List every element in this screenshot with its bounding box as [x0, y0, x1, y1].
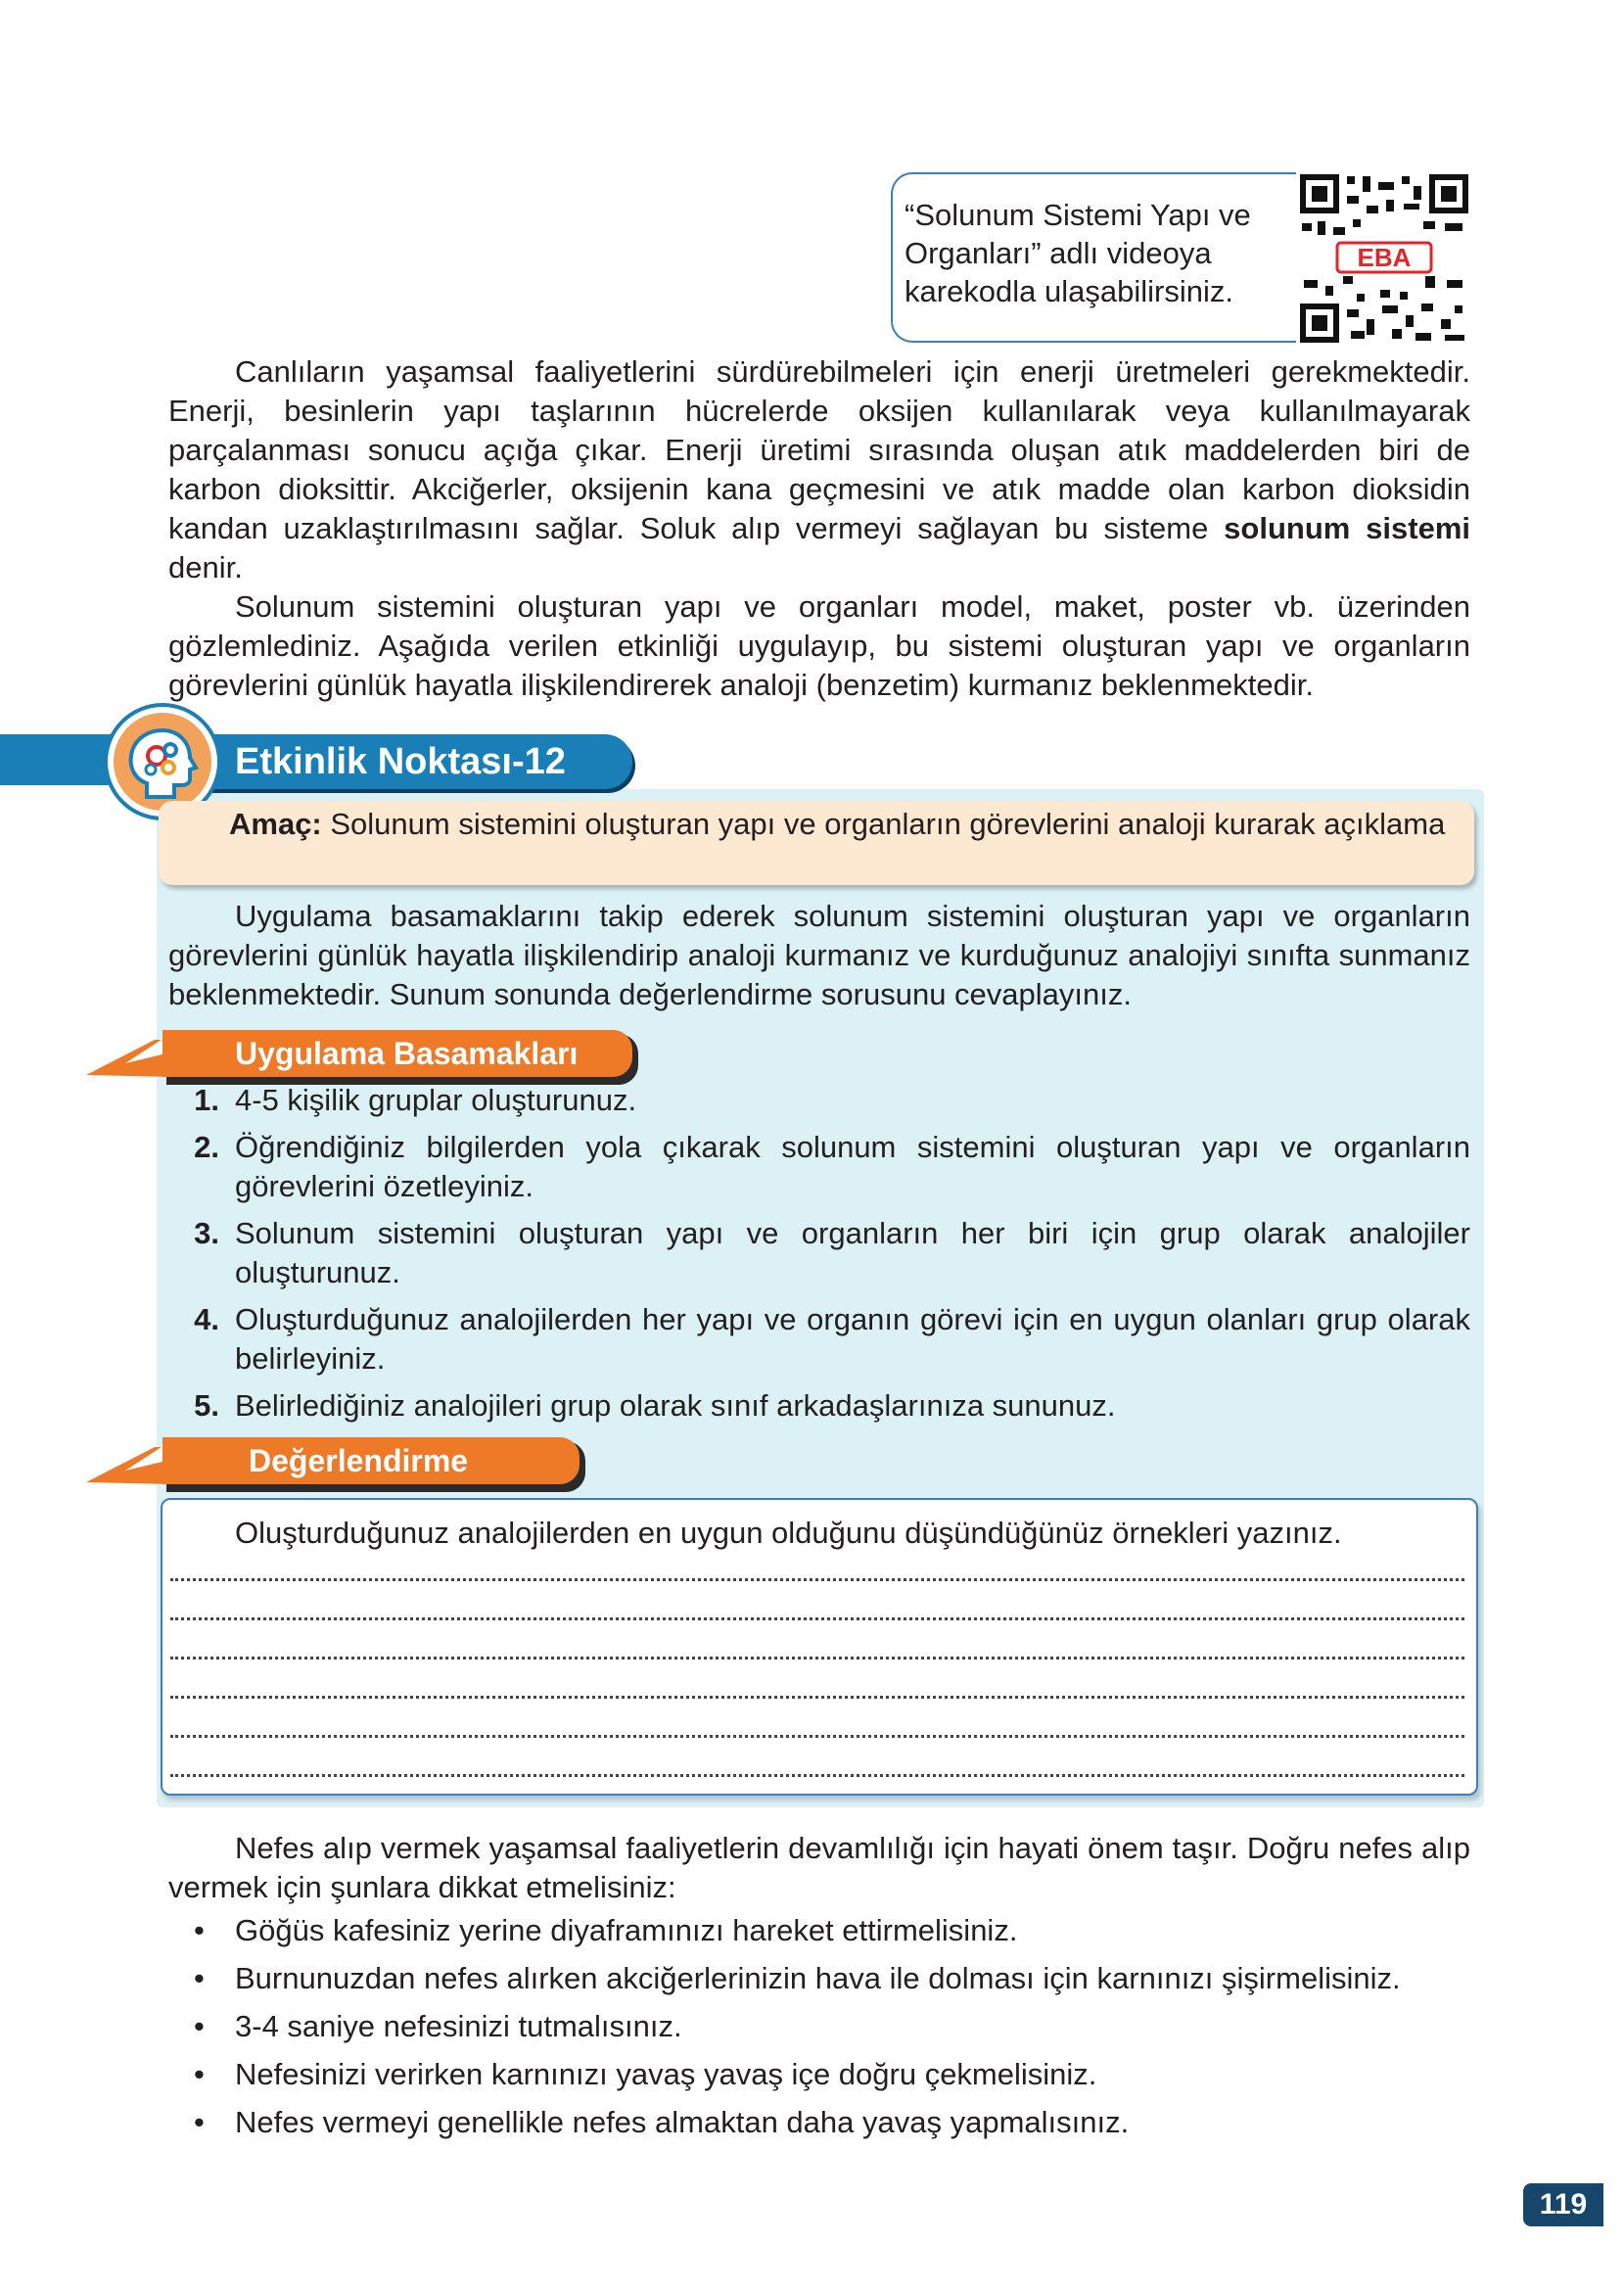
step-text: Solunum sistemini oluşturan yapı ve organların her biri için grup olarak analojiler oluşturunuz. [235, 1216, 1470, 1289]
steps-tab-curl [86, 1034, 174, 1083]
answer-line[interactable] [170, 1578, 1464, 1581]
step-text: Belirlediğiniz analojileri grup olarak sınıf arkadaşlarınıza sununuz. [235, 1388, 1116, 1423]
breathing-tips-list [166, 1911, 1478, 2151]
qr-code[interactable] [1298, 172, 1470, 345]
intro-paragraph-1 [168, 352, 1470, 587]
page-number: 119 [1523, 2183, 1603, 2226]
step-item [180, 1214, 1470, 1292]
steps-list [180, 1081, 1470, 1433]
intro-p1-start: Canlıların yaşamsal faaliyetlerini sürdürebilmeleri için enerji üretmeleri gerekmektedir. Enerji, besinlerin yapı taşlarının hücrelerde oksijen kullanılarak veya kullanılmayarak parçalanması sonucu açığa çıkar. Enerji üretimi sırasında oluşan atık maddelerden biri de karbon dioksittir. Akciğerler, oksijenin kana geçmesini ve atık madde olan karbon dioksidin kandan uzaklaştırılmasını sağlar. Soluk alıp vermeyi sağlayan bu sisteme [168, 354, 1470, 545]
evaluation-question: Oluşturduğunuz analojilerden en uygun olduğunu düşündüğünüz örnekleri yazınız. [235, 1516, 1342, 1550]
step-item [180, 1386, 1470, 1426]
step-text: Öğrendiğiniz bilgilerden yola çıkarak solunum sistemini oluşturan yapı ve organların görevlerini özetleyiniz. [235, 1130, 1470, 1203]
step-number: 5. [194, 1388, 219, 1423]
qr-note-line2: Organları” adlı videoya [905, 236, 1212, 270]
tip-item: • 3-4 saniye nefesinizi tutmalısınız. [166, 2007, 1478, 2046]
tip-item: • Burnunuzdan nefes alırken akciğerlerinizin hava ile dolması için karnınızı şişirmelisiniz. [166, 1959, 1478, 1998]
step-number: 2. [194, 1130, 219, 1164]
answer-line[interactable] [170, 1735, 1464, 1738]
intro-paragraph-2: Solunum sistemini oluşturan yapı ve organları model, maket, poster vb. üzerinden gözlemlediniz. Aşağıda verilen etkinliği uygulayıp, bu sistemi oluşturan yapı ve organların görevlerini günlük hayatla ilişkilendirerek analoji (benzetim) kurmanız beklenmektedir. [168, 589, 1470, 702]
step-text: Oluşturduğunuz analojilerden her yapı ve organın görevi için en uygun olanları grup olarak belirleyiniz. [235, 1302, 1470, 1376]
answer-line[interactable] [170, 1696, 1464, 1699]
step-item [180, 1300, 1470, 1379]
aim-text [168, 805, 1462, 844]
step-item [180, 1081, 1470, 1120]
step-number: 1. [194, 1083, 219, 1117]
intro-p1-bold: solunum sistemi [1224, 511, 1471, 545]
activity-instructions: Uygulama basamaklarını takip ederek solunum sistemini oluşturan yapı ve organların görevlerini günlük hayatla ilişkilendirip analoji kurmanız ve kurduğunuz analojiyi sınıfta sunmanız beklenmektedir. Sunum sonunda değerlendirme sorusunu cevaplayınız. [168, 899, 1470, 1011]
aim-body: Solunum sistemini oluşturan yapı ve organların görevlerini analoji kurarak açıklama [321, 807, 1446, 841]
answer-line[interactable] [170, 1774, 1464, 1777]
intro-p1-end: denir. [168, 550, 243, 584]
eval-tab-curl [86, 1441, 174, 1490]
steps-tab: Uygulama Basamakları [162, 1030, 632, 1077]
answer-line[interactable] [170, 1657, 1464, 1660]
qr-badge: EBA [1357, 243, 1412, 272]
step-text: 4-5 kişilik gruplar oluşturunuz. [235, 1083, 637, 1117]
aim-label: Amaç: [229, 807, 322, 841]
tip-item: • Nefes vermeyi genellikle nefes almaktan daha yavaş yapmalısınız. [166, 2103, 1478, 2142]
tip-item: • Göğüs kafesiniz yerine diyaframınızı hareket ettirmelisiniz. [166, 1911, 1478, 1950]
activity-title: Etkinlik Noktası-12 [235, 741, 566, 782]
step-number: 3. [194, 1216, 219, 1250]
step-number: 4. [194, 1302, 219, 1336]
step-item [180, 1128, 1470, 1206]
answer-line[interactable] [170, 1617, 1464, 1620]
tip-item: • Nefesinizi verirken karnınızı yavaş yavaş içe doğru çekmelisiniz. [166, 2055, 1478, 2094]
eval-tab: Değerlendirme [162, 1437, 580, 1484]
qr-note-line3: karekodla ulaşabilirsiniz. [905, 274, 1233, 308]
qr-note-line1: “Solunum Sistemi Yapı ve [905, 198, 1251, 232]
breathing-intro: Nefes alıp vermek yaşamsal faaliyetlerin devamlılığı için hayati önem taşır. Doğru nefes alıp vermek için şunlara dikkat etmelisiniz: [168, 1831, 1470, 1904]
qr-note-box [891, 172, 1296, 343]
